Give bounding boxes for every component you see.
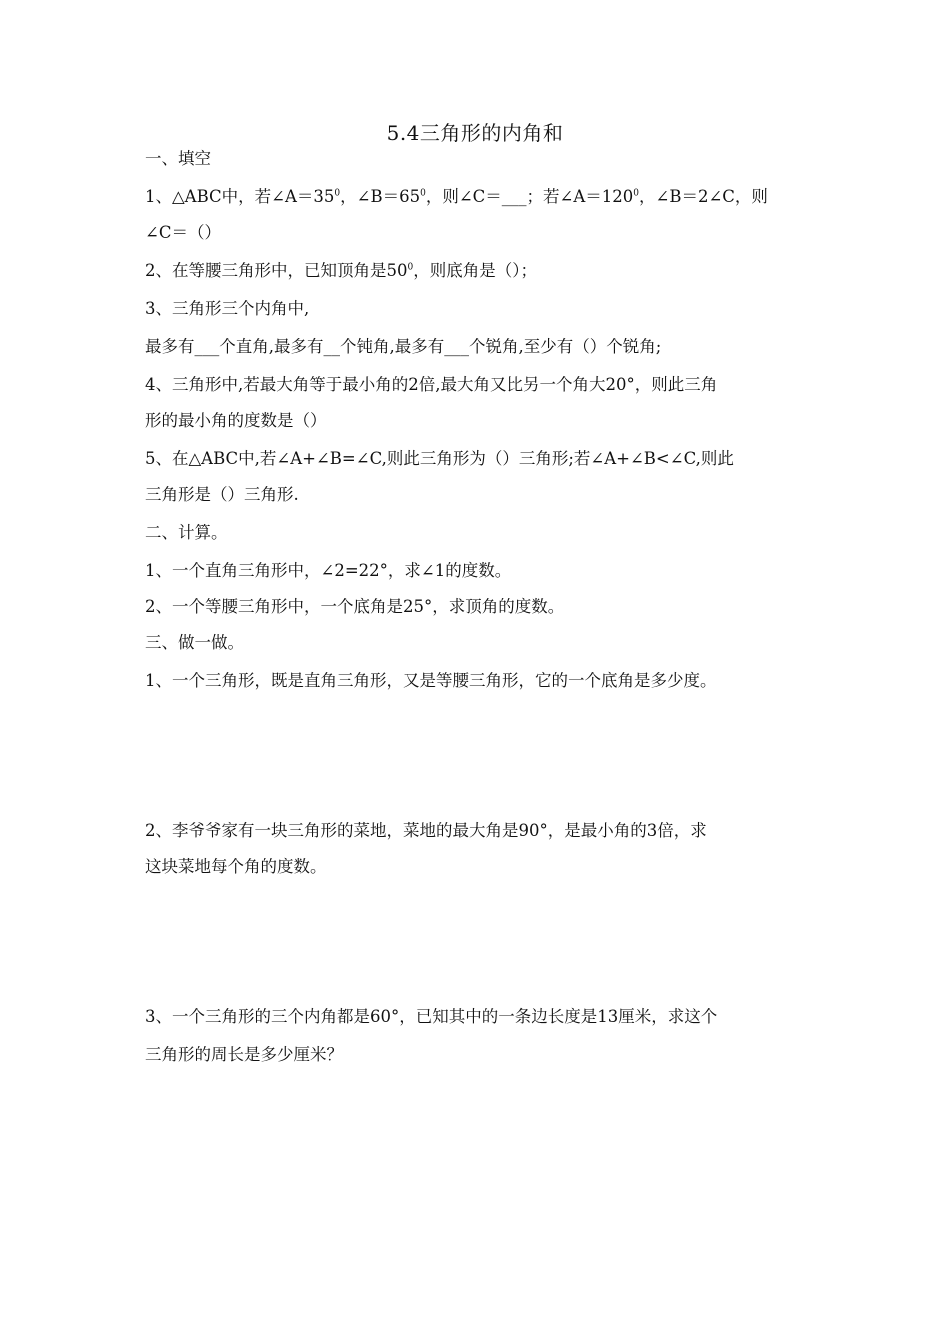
practice-q3-line2: 三角形的周长是多少厘米？ bbox=[145, 1045, 343, 1064]
fill-blank-q3-line2: 最多有___个直角,最多有__个钝角,最多有___个锐角,至少有（）个锐角; bbox=[145, 337, 662, 356]
fill-blank-q3-line1: 3、三角形三个内角中, bbox=[145, 299, 310, 318]
fill-blank-q1-line1 bbox=[145, 185, 825, 209]
section-heading-practice: 三、做一做。 bbox=[145, 633, 244, 652]
fill-blank-q5-line1: 5、在△ABC中,若∠A+∠B=∠C,则此三角形为（）三角形;若∠A+∠B<∠C,则此 bbox=[145, 449, 734, 468]
q1-text-c: ，则∠C＝___；若∠A＝120 bbox=[425, 187, 634, 206]
fill-blank-q4-line2: 形的最小角的度数是（） bbox=[145, 411, 327, 430]
calc-q1: 1、一个直角三角形中，∠2=22°，求∠1的度数。 bbox=[145, 561, 512, 580]
fill-blank-q1-line2: ∠C＝（） bbox=[145, 223, 221, 242]
practice-q3-line1: 3、一个三角形的三个内角都是60°，已知其中的一条边长度是13厘米，求这个 bbox=[145, 1007, 718, 1026]
fill-blank-q5-line2: 三角形是（）三角形. bbox=[145, 485, 299, 504]
degree-mark: 0 bbox=[407, 262, 414, 273]
fill-blank-q4-line1: 4、三角形中,若最大角等于最小角的2倍,最大角又比另一个角大20°，则此三角 bbox=[145, 375, 718, 394]
q1-text-a: 1、△ABC中，若∠A＝35 bbox=[145, 187, 335, 206]
section-heading-fill-blank: 一、填空 bbox=[145, 149, 211, 168]
practice-q2-line1: 2、李爷爷家有一块三角形的菜地，菜地的最大角是90°，是最小角的3倍，求 bbox=[145, 821, 707, 840]
page-title: 5.4三角形的内角和 bbox=[386, 121, 564, 145]
section-heading-calc: 二、计算。 bbox=[145, 523, 228, 542]
fill-blank-q2 bbox=[145, 259, 825, 283]
q2-text-a: 2、在等腰三角形中，已知顶角是50 bbox=[145, 261, 408, 280]
q1-text-b: ，∠B＝65 bbox=[340, 187, 421, 206]
q2-text-b: ，则底角是（）； bbox=[413, 261, 537, 280]
q1-text-d: ，∠B＝2∠C，则 bbox=[639, 187, 768, 206]
calc-q2: 2、一个等腰三角形中，一个底角是25°，求顶角的度数。 bbox=[145, 597, 565, 616]
practice-q1: 1、一个三角形，既是直角三角形，又是等腰三角形，它的一个底角是多少度。 bbox=[145, 671, 717, 690]
degree-mark: 0 bbox=[420, 188, 426, 199]
degree-mark: 0 bbox=[633, 188, 639, 199]
practice-q2-line2: 这块菜地每个角的度数。 bbox=[145, 857, 327, 876]
degree-mark: 0 bbox=[334, 188, 341, 199]
